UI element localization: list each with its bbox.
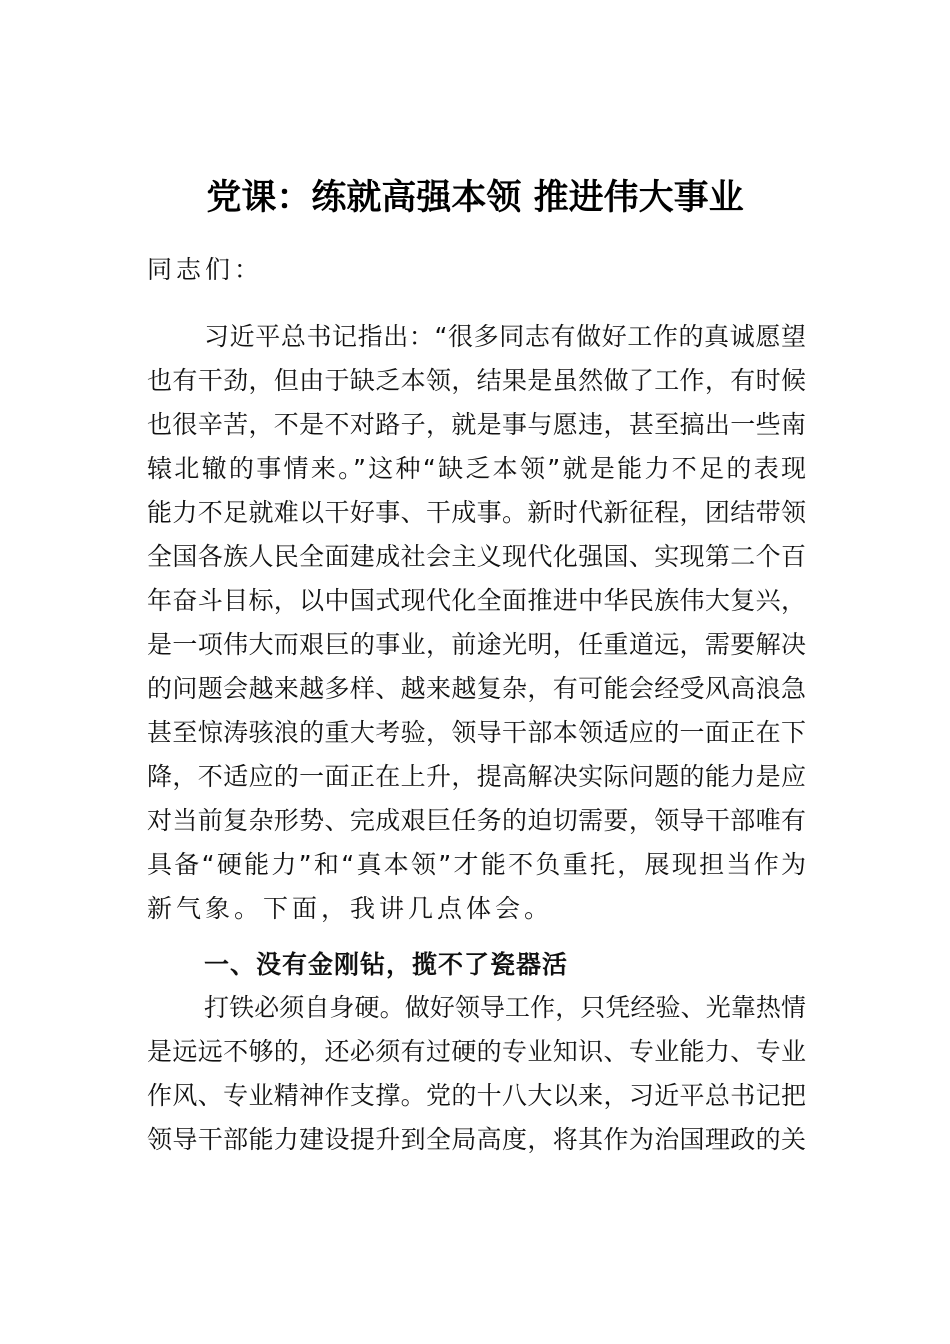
paragraph-line: 也有干劲，但由于缺乏本领，结果是虽然做了工作，有时候 xyxy=(147,366,806,395)
paragraph-line: 也很辛苦，不是不对路子，就是事与愿违，甚至搞出一些南 xyxy=(147,410,806,439)
paragraph-line: 降，不适应的一面正在上升，提高解决实际问题的能力是应 xyxy=(147,762,806,791)
paragraph-line: 打铁必须自身硬。做好领导工作，只凭经验、光靠热情 xyxy=(204,993,806,1022)
paragraph-line: 甚至惊涛骇浪的重大考验，领导干部本领适应的一面正在下 xyxy=(147,718,806,747)
paragraph-line: 习近平总书记指出：“很多同志有做好工作的真诚愿望 xyxy=(204,322,806,351)
paragraph-line: 是远远不够的，还必须有过硬的专业知识、专业能力、专业 xyxy=(147,1037,806,1066)
paragraph-line: 具备“硬能力”和“真本领”才能不负重托，展现担当作为 xyxy=(147,850,806,879)
paragraph-line: 全国各族人民全面建成社会主义现代化强国、实现第二个百 xyxy=(147,542,806,571)
paragraph-line: 新气象。下面，我讲几点体会。 xyxy=(147,894,554,923)
section-heading: 一、没有金刚钻，揽不了瓷器活 xyxy=(204,950,569,979)
paragraph-line: 能力不足就难以干好事、干成事。新时代新征程，团结带领 xyxy=(147,498,806,527)
paragraph-line: 年奋斗目标，以中国式现代化全面推进中华民族伟大复兴， xyxy=(147,586,806,615)
paragraph-line: 是一项伟大而艰巨的事业，前途光明，任重道远，需要解决 xyxy=(147,630,806,659)
paragraph-line: 对当前复杂形势、完成艰巨任务的迫切需要，领导干部唯有 xyxy=(147,806,806,835)
paragraph-line: 辕北辙的事情来。”这种“缺乏本领”就是能力不足的表现 xyxy=(147,454,806,483)
paragraph-line: 作风、专业精神作支撑。党的十八大以来，习近平总书记把 xyxy=(147,1081,806,1110)
document-title: 党课：练就高强本领 推进伟大事业 xyxy=(206,177,744,218)
paragraph-line: 的问题会越来越多样、越来越复杂，有可能会经受风高浪急 xyxy=(147,674,806,703)
salutation: 同志们： xyxy=(147,255,264,284)
paragraph-line: 领导干部能力建设提升到全局高度，将其作为治国理政的关 xyxy=(147,1125,806,1154)
